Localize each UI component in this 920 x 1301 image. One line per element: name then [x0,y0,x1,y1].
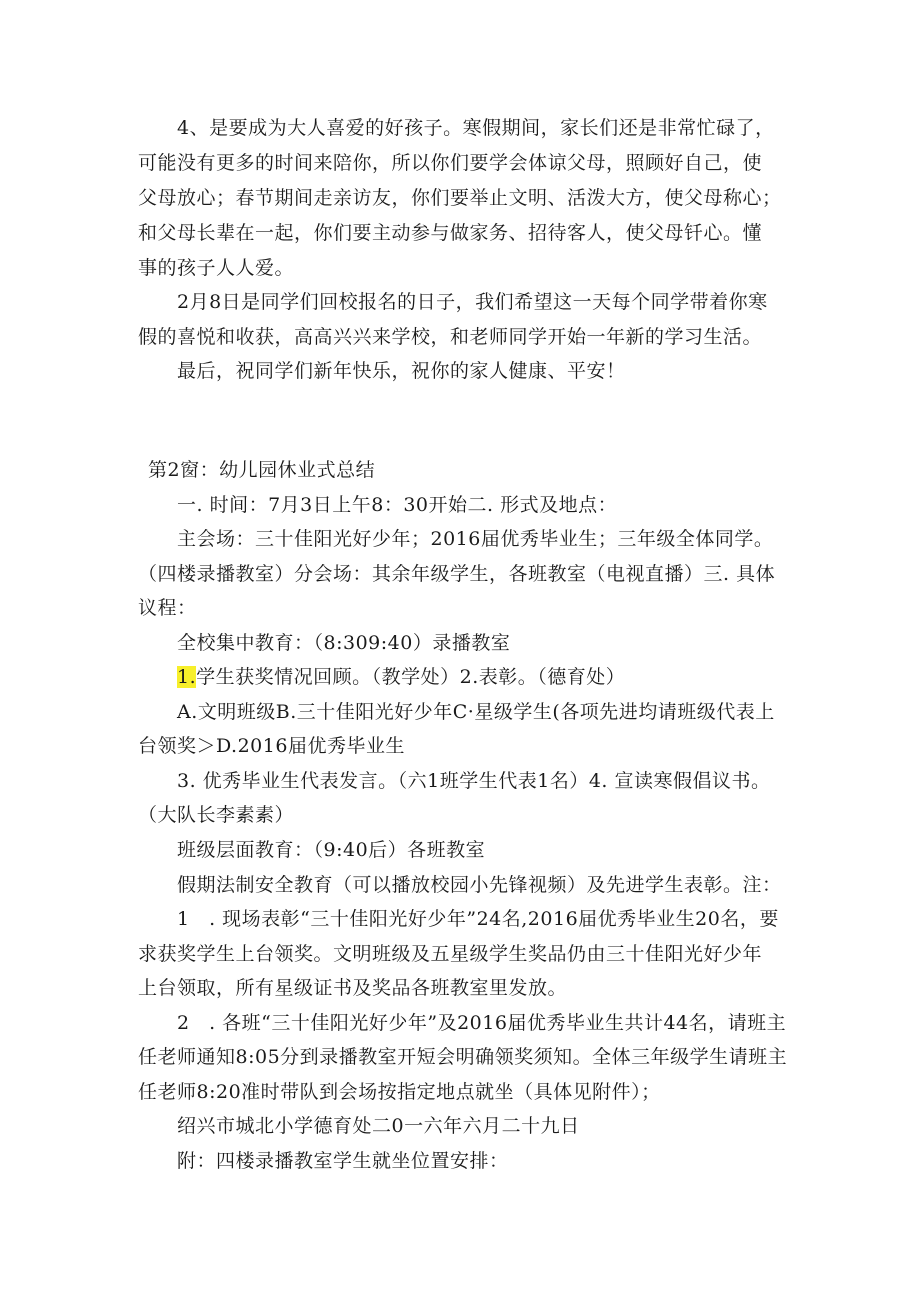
text-line: 任老师8:20准时带队到会场按指定地点就坐（具体见附件）； [138,1081,661,1103]
text-line: 3. 优秀毕业生代表发言。（六1班学生代表1名）4. 宣读寒假倡议书。 [177,770,771,792]
text-line [177,664,625,690]
text-line: 和父母长辈在一起，你们要主动参与做家务、招待客人，使父母钎心。懂 [138,222,763,244]
text-line: 假期法制安全教育（可以播放校园小先锋视频）及先进学生表彰。注： [177,874,782,896]
text-line: 议程： [138,597,197,619]
text-line: 绍兴市城北小学德育处二0一六年六月二十九日 [177,1115,580,1137]
text-line: 求获奖学生上台领奖。文明班级及五星级学生奖品仍由三十佳阳光好少年 [138,943,763,965]
text-line: 一. 时间：7月3日上午8：30开始二. 形式及地点： [177,494,618,516]
text-line: 全校集中教育：（8:309:40）录播教室 [177,632,511,654]
text-line: 1 . 现场表彰“三十佳阳光好少年”24名,2016届优秀毕业生20名，要 [177,908,779,930]
text-line: 主会场：三十佳阳光好少年；2016届优秀毕业生；三年级全体同学。 [177,528,774,550]
text-line: 2月8日是同学们回校报名的日子，我们希望这一天每个同学带着你寒 [177,291,768,313]
text-line: 4、是要成为大人喜爱的好孩子。寒假期间，家长们还是非常忙碌了， [177,117,775,139]
text-line: 台领奖＞D.2016届优秀毕业生 [138,735,405,757]
text-line: A.文明班级B.三十佳阳光好少年C·星级学生(各项先进均请班级代表上 [177,701,775,723]
text-line: （四楼录播教室）分会场：其余年级学生，各班教室（电视直播）三. 具体 [138,563,776,585]
highlight-marker: 1. [177,666,197,688]
text-line: 任老师通知8:05分到录播教室开短会明确领奖须知。全体三年级学生请班主 [138,1046,788,1068]
text-line: 假的喜悦和收获，高高兴兴来学校，和老师同学开始一年新的学习生活。 [138,326,763,348]
text-line-rest: 学生获奖情况回顾。（教学处）2.表彰。（德育处） [196,666,626,688]
text-line: （大队长李素素） [138,804,295,826]
text-line: 班级层面教育：（9:40后）各班教室 [177,839,486,861]
text-line: 上台领取，所有星级证书及奖品各班教室里发放。 [138,977,568,999]
text-line: 父母放心；春节期间走亲访友，你们要举止文明、活泼大方，使父母称心； [138,187,782,209]
text-line: 可能没有更多的时间来陪你，所以你们要学会体谅父母，照顾好自己，使 [138,152,763,174]
text-line: 最后，祝同学们新年快乐，祝你的家人健康、平安！ [177,360,626,382]
section-heading: 第2窗：幼儿园休业式总结 [148,459,376,481]
text-line: 2 . 各班“三十佳阳光好少年”及2016届优秀毕业生共计44名，请班主 [177,1012,787,1034]
text-line: 事的孩子人人爱。 [138,257,295,279]
text-line: 附：四楼录播教室学生就坐位置安排： [177,1150,509,1172]
